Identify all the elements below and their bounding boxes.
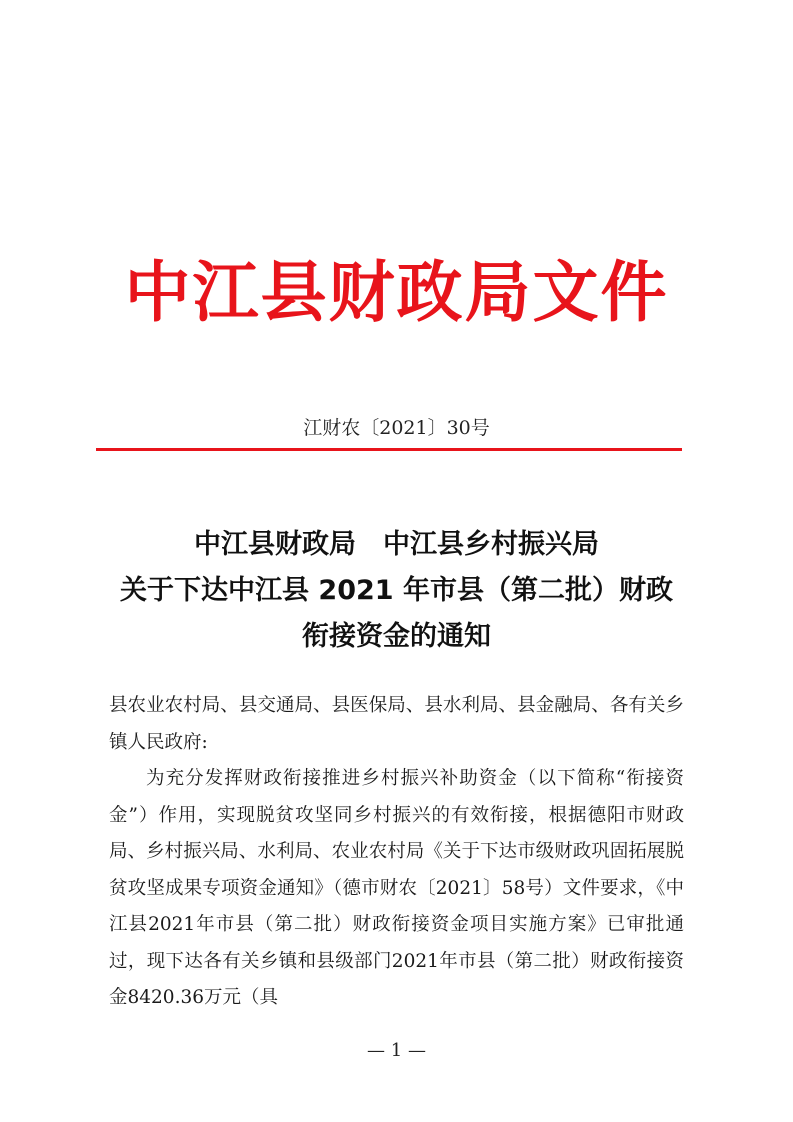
- document-number: 江财农〔2021〕30号: [303, 417, 490, 439]
- document-body: [109, 688, 684, 1017]
- notice-title-line-3: 衔接资金的通知: [302, 621, 491, 652]
- document-header-title: 中江县财政局文件: [124, 254, 669, 331]
- notice-title-line-2: 关于下达中江县 2021 年市县（第二批）财政: [120, 575, 673, 606]
- addressee-list: 县农业农村局、县交通局、县医保局、县水利局、县金融局、各有关乡镇人民政府:: [109, 695, 684, 753]
- notice-title: [60, 522, 733, 660]
- body-paragraph: 为充分发挥财政衔接推进乡村振兴补助资金（以下简称“衔接资金”）作用，实现脱贫攻坚同乡村振兴的有效衔接，根据德阳市财政局、乡村振兴局、水利局、农业农村局《关于下达市级财政巩固拓展脱贫攻坚成果专项资金通知》（德市财农〔2021〕58号）文件要求，《中江县2021年市县（第二批）财政衔接资金项目实施方案》已审批通过，现下达各有关乡镇和县级部门2021年市县（第二批）财政衔接资金8420.36万元（具: [109, 768, 684, 1008]
- notice-title-line-1: 中江县财政局 中江县乡村振兴局: [194, 529, 599, 560]
- red-divider-line: [96, 448, 682, 451]
- page-number: — 1 —: [367, 1040, 426, 1061]
